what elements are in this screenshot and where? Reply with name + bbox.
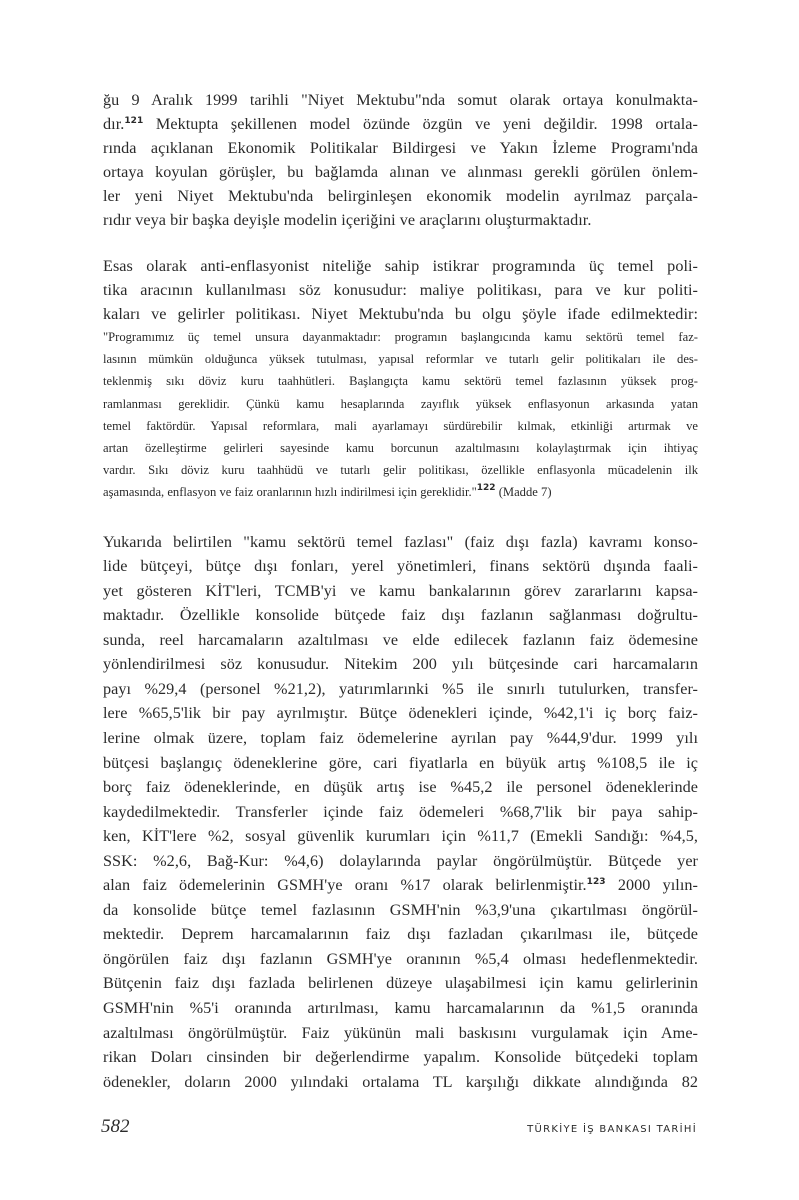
text-line: payı %29,4 (personel %21,2), yatırımlarınki %5 ile sınırlı tutulurken, transfer- — [103, 679, 698, 698]
text-line: yet gösteren KİT'leri, TCMB'yi ve kamu bankalarının görev zararlarını kapsa- — [103, 581, 698, 600]
text-line: lere %65,5'lik bir pay ayrılmıştır. Bütçe ödenekleri içinde, %42,1'i iç borç faiz- — [103, 704, 698, 723]
text-fragment: alan faiz ödemelerinin GSMH'ye oranı %17 olarak belirlenmiştir. — [103, 876, 587, 895]
running-title: TÜRKİYE İŞ BANKASI TARİHİ — [527, 1124, 697, 1135]
page-number: 582 — [101, 1116, 130, 1137]
footnote-ref-121[interactable]: 121 — [124, 116, 144, 126]
text-line — [103, 112, 698, 136]
page-body — [103, 88, 698, 1094]
text-line: ödenekler, doların 2000 yılındaki ortalama TL karşılığı dikkate alındığında 82 — [103, 1072, 698, 1091]
footnote-ref-122[interactable]: 122 — [476, 483, 496, 494]
text-line: tika aracının kullanılması söz konusudur: maliye politikası, para ve kur politi- — [103, 281, 698, 299]
text-line: ler yeni Niyet Mektubu'nda belirginleşen ekonomik modelin ayrılmaz parçala- — [103, 187, 698, 205]
text-line: ken, KİT'lere %2, sosyal güvenlik kurumları için %11,7 (Emekli Sandığı: %4,5, — [103, 827, 698, 846]
text-line: Bütçenin faiz dışı fazlada belirlenen düzeye ulaşabilmesi için kamu gelirlerinin — [103, 974, 698, 993]
text-line: rıdır veya bir başka deyişle modelin içeriğini ve araçlarını oluşturmaktadır. — [103, 211, 592, 229]
text-line: rında açıklanan Ekonomik Politikalar Bildirgesi ve Yakın İzleme Programı'nda — [103, 139, 698, 157]
block-quote — [103, 326, 698, 504]
paragraph-1 — [103, 88, 698, 232]
text-line: ortaya koyulan görüşler, bu bağlamda alınan ve alınması gerekli görülen önlem- — [103, 163, 698, 181]
footnote-ref-123[interactable]: 123 — [586, 877, 606, 888]
paragraph-3 — [103, 530, 698, 1095]
quote-citation: (Madde 7) — [498, 485, 552, 500]
quote-line: temel faktördür. Yapısal reformlara, mali ayarlamayı sürdürebilir kılmak, etkinliği artırmak ve — [103, 418, 698, 433]
quote-line: lasının mümkün olduğunca yüksek tutulması, yapısal reformlar ve tutarlı gelir politikaları ile des- — [103, 352, 698, 367]
text-line: kaydedilmektedir. Transferler içinde faiz ödemeleri %68,7'lik bir paya sahip- — [103, 802, 698, 821]
text-line: maktadır. Özellikle konsolide bütçede faiz dışı fazlanın sağlanması doğrultu- — [103, 606, 698, 625]
text-line: lerine olmak üzere, toplam faiz ödemelerine ayrılan pay %44,9'dur. 1999 yılı — [103, 729, 698, 747]
text-fragment: 2000 yılın- — [617, 876, 698, 895]
text-fragment: Mektupta şekillenen model özünde özgün ve yeni değildir. 1998 ortala- — [155, 115, 698, 133]
text-line: sunda, reel harcamaların azaltılması ve elde edilecek fazlanın faiz ödemesine — [103, 630, 698, 649]
text-line: SSK: %2,6, Bağ-Kur: %4,6) dolaylarında paylar öngörülmüştür. Bütçede yer — [103, 851, 698, 870]
text-line: yönlendirilmesi söz konusudur. Nitekim 200 yılı bütçesinde cari harcamaların — [103, 655, 698, 674]
text-line: kaları ve gelirler politikası. Niyet Mektubu'nda bu olgu şöyle ifade edilmektedir: — [103, 305, 698, 323]
text-line: borç faiz ödeneklerinde, en düşük artış ise %45,2 ile personel ödeneklerinde — [103, 778, 698, 797]
text-line: öngörülen faiz dışı fazlanın GSMH'ye oranının %5,4 olması hedeflenmektedir. — [103, 949, 698, 968]
text-line — [103, 873, 698, 898]
text-fragment: dır. — [103, 115, 125, 133]
text-line: bütçesi başlangıç ödeneklerine göre, cari fiyatlarla en büyük artış %108,5 ile iç — [103, 753, 698, 772]
text-line: mektedir. Deprem harcamalarının faiz dışı fazladan çıkarılması ile, bütçede — [103, 925, 698, 944]
quote-line: "Programımız üç temel unsura dayanmaktadır: programın başlangıcında kamu sektörü temel faz- — [103, 330, 698, 344]
text-line: GSMH'nin %5'i oranında artırılması, kamu harcamalarının da %1,5 oranında — [103, 999, 698, 1018]
quote-line: ramlanması gereklidir. Çünkü kamu hesaplarında zayıflık yüksek enflasyonun arkasında yatan — [103, 396, 698, 411]
text-line: Esas olarak anti-enflasyonist niteliğe sahip istikrar programında üç temel poli- — [103, 257, 698, 275]
text-line: lide bütçeyi, bütçe dışı fonları, yerel yönetimleri, finans sektörü dışında faali- — [103, 557, 698, 576]
text-line: ğu 9 Aralık 1999 tarihli "Niyet Mektubu"nda somut olarak ortaya konulmakta- — [103, 91, 698, 109]
quote-line — [103, 481, 698, 503]
paragraph-2 — [103, 254, 698, 326]
text-line: rikan Doları cinsinden bir değerlendirme yapalım. Konsolide bütçedeki toplam — [103, 1048, 698, 1067]
text-line: azaltılması öngörülmüştür. Faiz yükünün mali baskısını vurgulamak için Ame- — [103, 1023, 698, 1042]
quote-line: artan özelleştirme gelirleri sayesinde kamu borcunun azaltılmasını kolaylaştırmak için ihtiyaç — [103, 441, 698, 456]
text-line: Yukarıda belirtilen "kamu sektörü temel fazlası" (faiz dışı fazla) kavramı konso- — [103, 532, 698, 551]
text-fragment: aşamasında, enflasyon ve faiz oranlarının hızlı indirilmesi için gereklidir." — [103, 485, 477, 500]
quote-line: vardır. Sıkı döviz kuru taahhüdü ve tutarlı gelir politikası, özellikle enflasyonla mücadelenin ilk — [103, 463, 698, 478]
quote-line: teklenmiş sıkı döviz kuru taahhütleri. Başlangıçta kamu sektörü temel fazlasının yüksek prog- — [103, 374, 698, 389]
text-line: da konsolide bütçe temel fazlasının GSMH'nin %3,9'una çıkartılması öngörül- — [103, 900, 698, 919]
